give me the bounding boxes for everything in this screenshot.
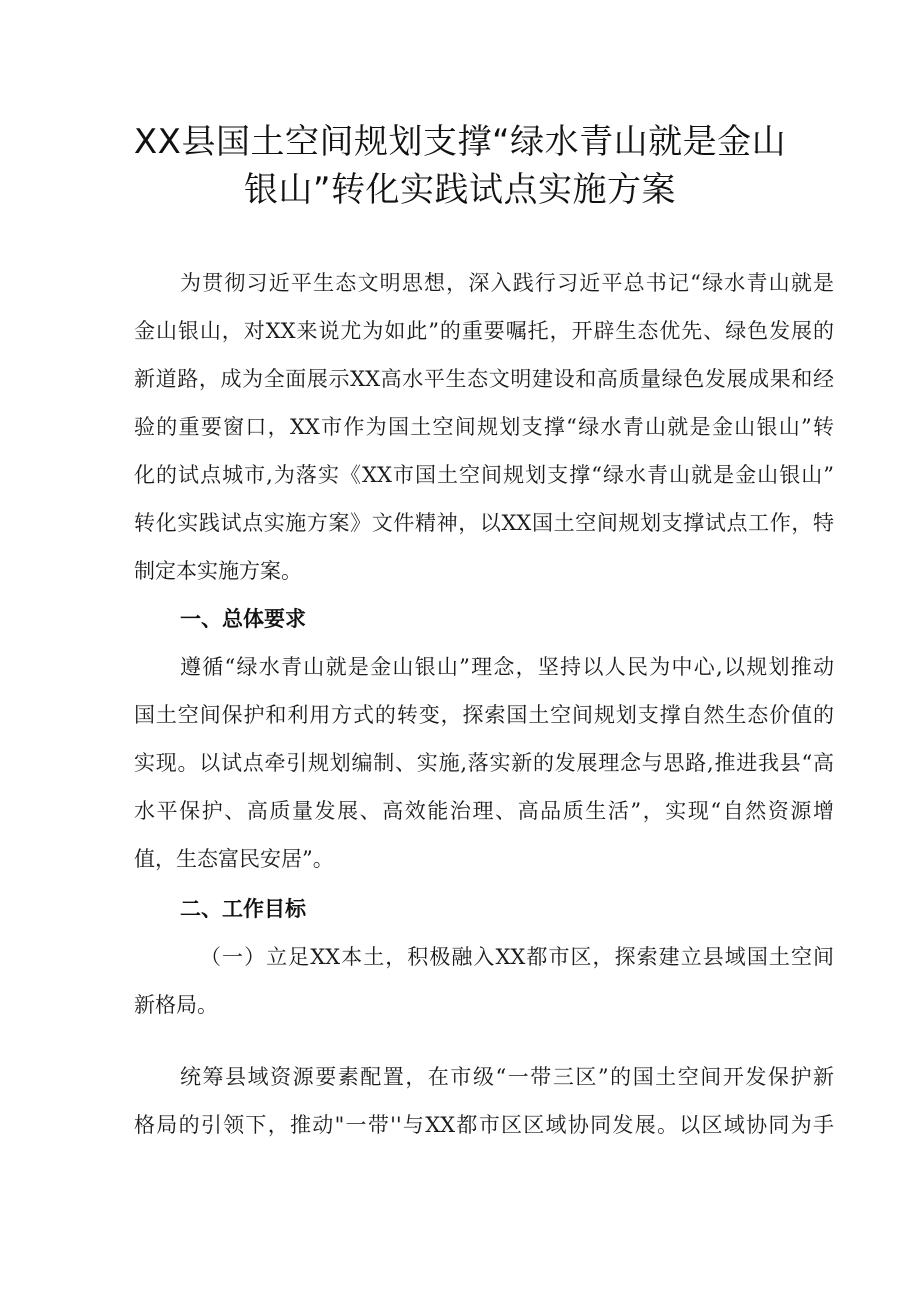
paragraph-line: 统筹县域资源要素配置，在市级“一带三区”的国土空间开发保护新 — [180, 1065, 834, 1089]
intro-line: 验的重要窗口，XX市作为国土空间规划支撑“绿水青山就是金山银山”转 — [134, 415, 834, 439]
subsection-1-line: 新格局。 — [134, 993, 218, 1017]
section-1-line: 国土空间保护和利用方式的转变，探索国土空间规划支撑自然生态价值的 — [134, 703, 834, 727]
document-title-line-1: XX县国土空间规划支撑“绿水青山就是金山 — [133, 122, 787, 162]
intro-line: 金山银山，对XX来说尤为如此”的重要嘱托，开辟生态优先、绿色发展的 — [134, 319, 834, 343]
intro-line: 新道路，成为全面展示XX高水平生态文明建设和高质量绿色发展成果和经 — [134, 367, 834, 391]
section-1-heading: 一、总体要求 — [180, 607, 306, 631]
document-title-line-2: 银山”转化实践试点实施方案 — [243, 170, 677, 210]
intro-line: 化的试点城市,为落实《XX市国土空间规划支撑“绿水青山就是金山银山” — [134, 463, 834, 487]
intro-line: 转化实践试点实施方案》文件精神，以XX国土空间规划支撑试点工作，特 — [134, 511, 834, 535]
paragraph-line: 格局的引领下，推动"一带''与XX都市区区域协同发展。以区域协同为手 — [134, 1113, 834, 1137]
section-1-line: 遵循“绿水青山就是金山银山”理念，坚持以人民为中心,以规划推动 — [180, 655, 834, 679]
section-1-line: 值，生态富民安居”。 — [134, 847, 334, 871]
intro-line: 制定本实施方案。 — [134, 559, 302, 583]
subsection-1-line: （一）立足XX本土，积极融入XX都市区，探索建立县域国土空间 — [200, 945, 834, 969]
section-2-heading: 二、工作目标 — [180, 897, 306, 921]
intro-line: 为贯彻习近平生态文明思想，深入践行习近平总书记“绿水青山就是 — [180, 271, 834, 295]
section-1-line: 实现。以试点牵引规划编制、实施,落实新的发展理念与思路,推进我县“高 — [134, 751, 834, 775]
section-1-line: 水平保护、高质量发展、高效能治理、高品质生活”，实现“自然资源增 — [134, 799, 834, 823]
